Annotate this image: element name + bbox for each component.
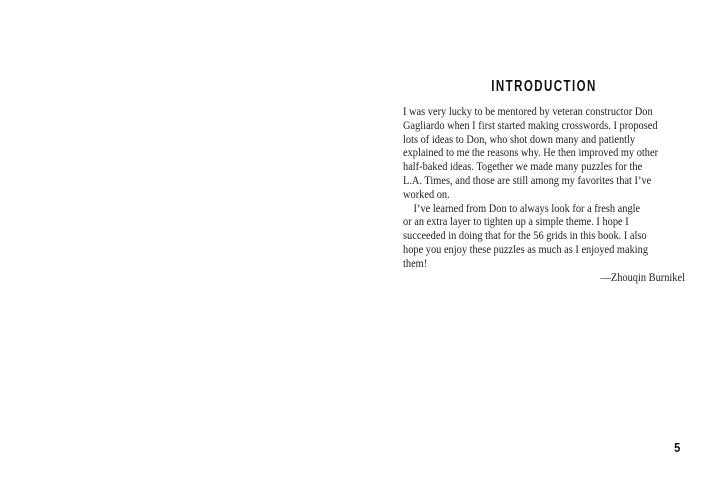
paragraph <box>403 105 685 202</box>
author-signature: —Zhouqin Burnikel <box>600 269 685 284</box>
body-text-line: hope you enjoy these puzzles as much as I enjoyed making <box>403 241 649 256</box>
page-number: 5 <box>673 440 680 455</box>
body-text-line: I was very lucky to be mentored by veteran constructor Don <box>403 104 653 118</box>
introduction-section <box>403 0 685 480</box>
body-text-line: L.A. Times, and those are still among my favorites that I’ve <box>403 172 652 187</box>
body-text-line: succeeded in doing that for the 56 grids in this book. I also <box>403 228 647 243</box>
page-title: INTRODUCTION <box>491 78 597 95</box>
body-text-line: or an extra layer to tighten up a simple theme. I hope I <box>403 214 629 229</box>
body-text-line: Gagliardo when I first started making crosswords. I proposed <box>403 117 658 132</box>
paragraph <box>403 202 685 271</box>
body-text-line: worked on. <box>403 186 450 201</box>
body-text <box>403 105 685 284</box>
body-text-line: lots of ideas to Don, who shot down many and patiently <box>403 131 636 146</box>
body-text-line: half-baked ideas. Together we made many puzzles for the <box>403 159 643 174</box>
body-text-line: them! <box>403 255 428 270</box>
body-text-line: explained to me the reasons why. He then improved my other <box>403 145 659 160</box>
body-text-line: I’ve learned from Don to always look for a fresh angle <box>413 200 641 215</box>
